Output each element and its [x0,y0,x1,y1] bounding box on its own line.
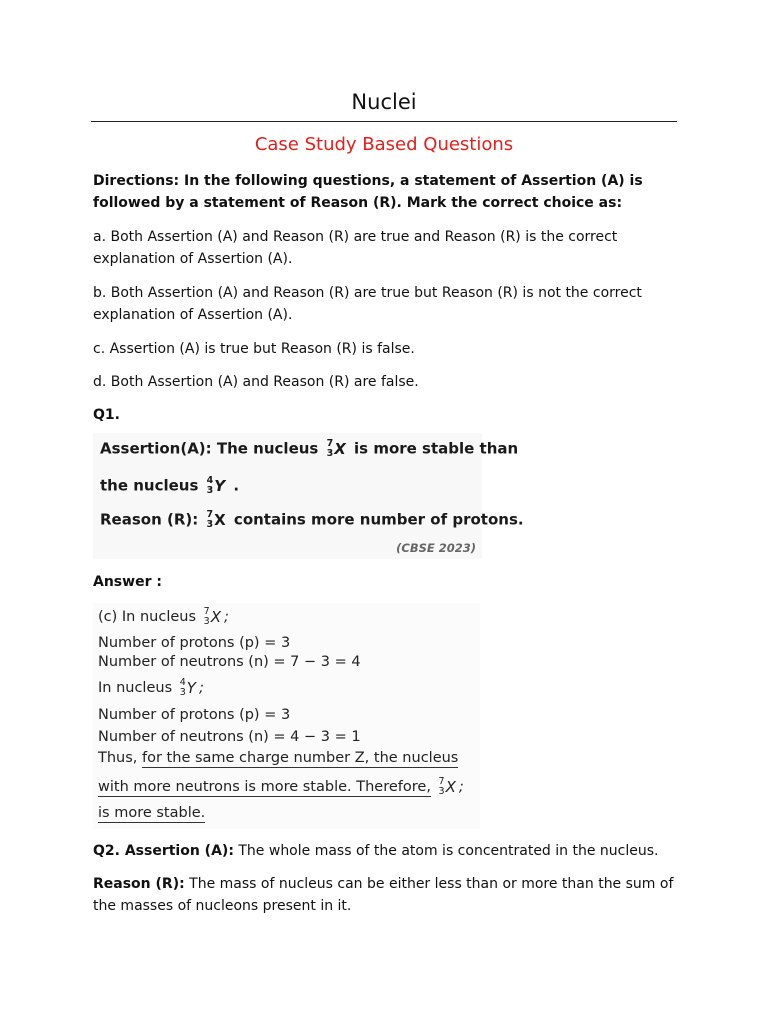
q1-assertion-pre: Assertion(A): The nucleus [100,439,319,458]
atomic-number: 3 [206,485,214,496]
q1-source: (CBSE 2023) [396,541,476,555]
nucleus-y-notation [207,476,226,496]
q1-line2-pre: the nucleus [100,476,199,495]
mass-number: 7 [206,509,214,520]
mass-number: 7 [326,438,334,449]
answer-line-8-underlined: with more neutrons is more stable. Therefore, [98,779,431,795]
nucleus-x-notation [204,607,221,627]
q2-label: Q2. Assertion (A): [93,843,234,859]
answer-line-1 [98,607,229,627]
element-symbol: X [214,511,226,529]
answer-line-8-post: ; [458,779,464,795]
element-symbol: X [445,778,456,796]
answer-line-4-post: ; [198,680,204,696]
q1-question-image [93,433,524,559]
atomic-number: 3 [206,519,214,530]
q1-reason-pre: Reason (R): [100,510,199,529]
element-symbol: X [210,608,221,626]
answer-line-9 [98,805,205,821]
option-c: c. Assertion (A) is true but Reason (R) is false. [93,341,415,357]
atomic-number: 3 [326,448,334,459]
nucleus-x-notation [206,510,225,530]
page-title: Nuclei [351,90,417,114]
atomic-number: 3 [203,616,210,627]
answer-line-7-underlined: for the same charge number Z, the nucleus [142,750,459,766]
q1-reason-post: contains more number of protons. [233,510,524,529]
q1-reason-line [100,510,524,530]
mass-number: 4 [206,475,214,486]
option-d: d. Both Assertion (A) and Reason (R) are false. [93,374,419,390]
answer-line-5: Number of protons (p) = 3 [98,707,291,723]
q2-assertion [93,840,683,862]
mass-number: 7 [438,776,445,787]
nucleus-x-notation [439,777,456,797]
answer-line-7 [98,750,458,766]
answer-image [93,603,480,829]
q1-label: Q1. [93,407,120,423]
q2-reason-label: Reason (R): [93,876,185,892]
answer-label: Answer : [93,574,162,590]
answer-line-8 [98,777,464,797]
answer-line-6: Number of neutrons (n) = 4 − 3 = 1 [98,729,361,745]
q1-line2-post: . [233,476,240,495]
nucleus-x-notation [327,439,346,459]
directions-text: Directions: In the following questions, a statement of Assertion (A) is followed by a statement of Reason (R). Mark the correct choice as: [93,173,643,211]
q2-reason [93,873,683,917]
answer-line-1-pre: (c) In nucleus [98,609,197,625]
title-divider [91,121,677,122]
answer-line-9-underlined: is more stable. [98,805,206,821]
atomic-number: 3 [179,687,186,698]
atomic-number: 3 [438,786,445,797]
answer-line-1-post: ; [223,609,229,625]
q1-assertion-post: is more stable than [354,439,519,458]
answer-line-7-pre: Thus, [98,750,138,766]
mass-number: 4 [179,677,186,688]
nucleus-y-notation [180,678,196,698]
answer-line-2: Number of protons (p) = 3 [98,635,291,651]
answer-line-4 [98,678,204,698]
option-b: b. Both Assertion (A) and Reason (R) are true but Reason (R) is not the correct explanation of Assertion (A). [93,285,642,323]
mass-number: 7 [203,606,210,617]
q2-assertion-text: The whole mass of the atom is concentrated in the nucleus. [238,843,659,859]
answer-line-4-pre: In nucleus [98,680,173,696]
element-symbol: X [334,440,346,458]
element-symbol: Y [186,679,196,697]
q2-reason-text: The mass of nucleus can be either less than or more than the sum of the masses of nucleons present in it. [93,876,674,914]
element-symbol: Y [214,477,226,495]
option-a: a. Both Assertion (A) and Reason (R) are true and Reason (R) is the correct explanation of Assertion (A). [93,229,618,267]
q1-line2 [100,476,239,496]
answer-line-3: Number of neutrons (n) = 7 − 3 = 4 [98,654,361,670]
q1-assertion-line [100,439,518,459]
section-subtitle: Case Study Based Questions [254,134,514,155]
